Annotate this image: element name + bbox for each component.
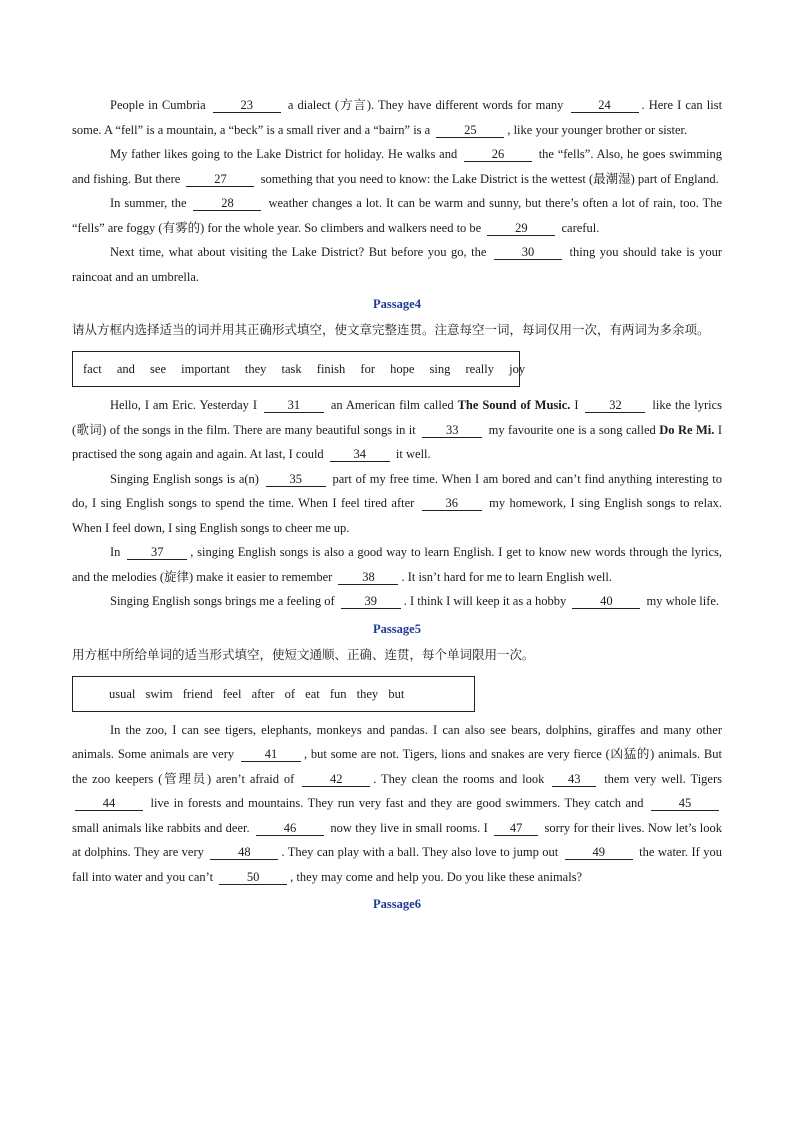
blank-34[interactable]: 34 <box>330 448 390 462</box>
text: thing you should take is your raincoat and an umbrella. <box>72 245 722 284</box>
word-bank-item: fact <box>83 362 102 376</box>
blank-46[interactable]: 46 <box>256 822 324 836</box>
word-bank-item: and <box>116 362 135 376</box>
blank-50[interactable]: 50 <box>219 871 287 885</box>
blank-27[interactable]: 27 <box>186 173 254 187</box>
word-bank-item: they <box>244 362 267 376</box>
text: . They clean the rooms and look <box>373 771 545 786</box>
text: In <box>110 545 121 559</box>
blank-26[interactable]: 26 <box>464 148 532 162</box>
passage4-paragraph-4 <box>72 589 722 614</box>
text: something that you need to know: the Lake District is the wettest (最潮湿) part of England. <box>260 171 719 186</box>
word-bank-item: feel <box>222 686 242 701</box>
text: small animals like rabbits and deer. <box>72 820 250 835</box>
text: Singing English songs is a(n) <box>110 471 259 486</box>
blank-37[interactable]: 37 <box>127 546 187 560</box>
blank-31[interactable]: 31 <box>264 399 324 413</box>
passage6-heading: Passage6 <box>373 897 421 911</box>
passage4-paragraph-3 <box>72 540 722 589</box>
text: In the zoo, I can see tigers, elephants, monkeys and pandas. I can also see bears, dolphins, giraffes and many other animals. Some animals are very <box>72 722 722 761</box>
text: the water. If you fall into water and you can’t <box>72 845 723 884</box>
text: an American film called <box>330 398 454 412</box>
passage5-word-box <box>72 676 475 712</box>
passage4-instruction: 请从方框内选择适当的词并用其正确形式填空，使文章完整连贯。注意每空一词，每词仅用一次，有两词为多余项。 <box>72 322 710 337</box>
text: My father likes going to the Lake District for holiday. He walks and <box>110 147 458 161</box>
text: them very well. Tigers <box>604 771 723 786</box>
word-bank-item: task <box>281 362 302 376</box>
passage3-paragraph-2 <box>72 142 722 191</box>
blank-47[interactable]: 47 <box>494 822 538 836</box>
word-bank-item: fun <box>329 686 347 701</box>
blank-45[interactable]: 45 <box>651 797 719 811</box>
blank-33[interactable]: 33 <box>422 424 482 438</box>
worksheet-page <box>72 93 722 917</box>
text: . They can play with a ball. They also love to jump out <box>281 845 559 859</box>
text: Singing English songs brings me a feeling of <box>110 594 335 608</box>
text: careful. <box>561 220 600 235</box>
text: sorry for their lives. Now let’s look at dolphins. They are very <box>72 820 722 859</box>
word-bank-item: important <box>181 362 230 376</box>
word-bank-item: finish <box>316 362 346 376</box>
word-bank-item: after <box>251 686 275 701</box>
word-bank-item: usual <box>109 686 136 701</box>
passage3-paragraph-1 <box>72 93 722 142</box>
word-bank-item: really <box>465 362 494 376</box>
blank-24[interactable]: 24 <box>571 99 639 113</box>
word-bank-item: eat <box>305 686 320 701</box>
passage4-heading: Passage4 <box>373 297 421 311</box>
blank-32[interactable]: 32 <box>585 399 645 413</box>
film-title: The Sound of Music. <box>457 398 571 412</box>
blank-38[interactable]: 38 <box>338 571 398 585</box>
word-bank-item: joy <box>509 362 526 376</box>
text: In summer, the <box>110 196 187 210</box>
text: People in Cumbria <box>110 98 206 112</box>
blank-41[interactable]: 41 <box>241 748 301 762</box>
passage5-paragraph-1 <box>72 718 722 890</box>
text: . I think I will keep it as a hobby <box>403 594 567 608</box>
text: I <box>574 398 579 412</box>
word-bank-item: sing <box>429 362 451 376</box>
blank-29[interactable]: 29 <box>487 222 555 236</box>
blank-39[interactable]: 39 <box>341 595 401 609</box>
word-bank-item: but <box>388 686 405 701</box>
blank-35[interactable]: 35 <box>266 473 326 487</box>
text: the “fells”. Also, he goes swimming and fishing. But there <box>72 147 722 186</box>
word-bank-item: friend <box>182 686 213 701</box>
text: I practised the song again and again. At last, I could <box>72 422 723 461</box>
text: . Here I can list some. A “fell” is a mountain, a “beck” is a small river and a “bairn” is a <box>72 98 723 137</box>
text: weather changes a lot. It can be warm and sunny, but there’s often a lot of rain, too. The “fells” are foggy (有雾的) for the whole year. So climbers and walkers need to be <box>72 196 722 235</box>
passage5-heading: Passage5 <box>373 621 421 636</box>
passage3-paragraph-3 <box>72 191 722 240</box>
blank-23[interactable]: 23 <box>213 99 281 113</box>
blank-49[interactable]: 49 <box>565 846 633 860</box>
blank-43[interactable]: 43 <box>552 773 596 787</box>
blank-25[interactable]: 25 <box>436 124 504 138</box>
text: my whole life. <box>646 594 720 608</box>
text: . It isn’t hard for me to learn English well. <box>401 569 612 584</box>
passage3-paragraph-4 <box>72 240 722 289</box>
text: part of my free time. When I am bored and can’t find anything interesting to do, I sing English songs to spend the time. When I feel tired after <box>72 471 722 510</box>
text: now they live in small rooms. I <box>330 820 488 835</box>
word-bank-item: they <box>356 686 379 701</box>
blank-42[interactable]: 42 <box>302 773 370 787</box>
song-title: Do Re Mi. <box>659 422 715 437</box>
text: it well. <box>395 447 431 461</box>
blank-36[interactable]: 36 <box>422 497 482 511</box>
passage5-instruction: 用方框中所给单词的适当形式填空，使短文通顺、正确、连贯，每个单词限用一次。 <box>72 646 535 662</box>
text: live in forests and mountains. They run very fast and they are good swimmers. They catch and <box>150 796 644 810</box>
passage4-paragraph-2 <box>72 467 722 541</box>
word-bank-item: for <box>360 362 375 376</box>
text: like the lyrics (歌词) of the songs in the film. There are many beautiful songs in it <box>72 398 723 437</box>
text: Hello, I am Eric. Yesterday I <box>110 398 257 412</box>
word-bank-item: swim <box>145 686 173 701</box>
blank-44[interactable]: 44 <box>75 797 143 811</box>
text: my homework, I sing English songs to relax. When I feel down, I sing English songs to cheer me up. <box>72 496 722 535</box>
text: , but some are not. Tigers, lions and snakes are very fierce (凶猛的) animals. But the zoo keepers (管理员) aren’t afraid of <box>72 747 722 786</box>
blank-48[interactable]: 48 <box>210 846 278 860</box>
blank-30[interactable]: 30 <box>494 246 562 260</box>
text: a dialect (方言). They have different words for many <box>287 98 564 112</box>
text: , singing English songs is also a good way to learn English. I get to know new words through the lyrics, and the melodies (旋律) make it easier to remember <box>72 545 722 584</box>
text: , they may come and help you. Do you like these animals? <box>290 869 583 884</box>
passage4-word-box <box>72 351 526 387</box>
text: my favourite one is a song called <box>488 422 656 437</box>
blank-28[interactable]: 28 <box>193 197 261 211</box>
text: Next time, what about visiting the Lake District? But before you go, the <box>110 245 487 259</box>
word-bank-item: hope <box>390 362 415 376</box>
text: , like your younger brother or sister. <box>507 122 688 137</box>
blank-40[interactable]: 40 <box>572 595 640 609</box>
word-bank-item: of <box>284 686 296 701</box>
passage4-paragraph-1 <box>72 393 722 467</box>
word-bank-item: see <box>150 362 167 376</box>
